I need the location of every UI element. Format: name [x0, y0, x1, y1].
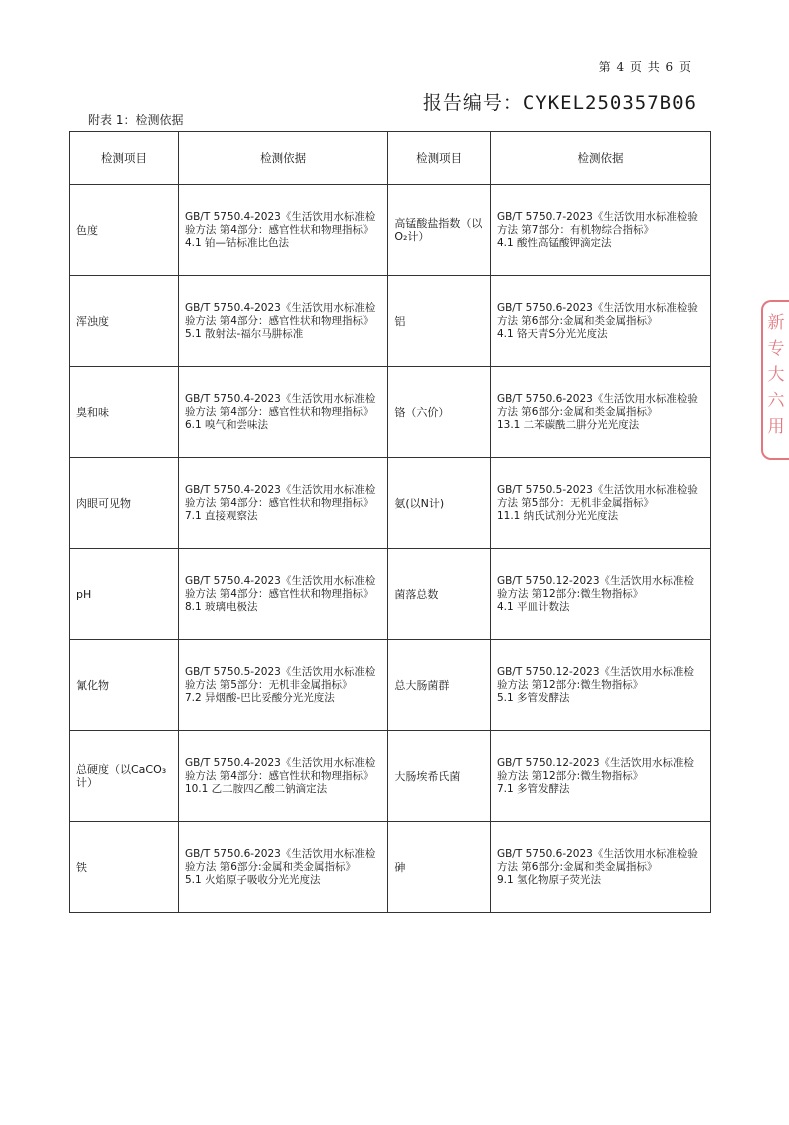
test-method: GB/T 5750.12-2023《生活饮用水标准检验方法 第12部分:微生物指标》 4.1 平皿计数法 [496, 574, 695, 613]
red-seal-stamp [761, 300, 789, 460]
test-method: GB/T 5750.6-2023《生活饮用水标准检验方法 第6部分:金属和类金属指标》 5.1 火焰原子吸收分光光度法 [184, 847, 376, 886]
test-item: 浑浊度 [76, 314, 109, 328]
test-method-cell [490, 276, 710, 367]
test-item: 铬（六价） [394, 405, 450, 419]
test-method: GB/T 5750.6-2023《生活饮用水标准检验方法 第6部分:金属和类金属指标》 13.1 二苯碳酰二肼分光光度法 [496, 392, 698, 431]
seal-char: 用 [767, 417, 785, 437]
test-method-cell [490, 458, 710, 549]
test-item-cell [388, 640, 491, 731]
test-item: 大肠埃希氏菌 [394, 769, 461, 783]
test-item: 高锰酸盐指数（以O₂计） [394, 217, 483, 243]
test-method: GB/T 5750.12-2023《生活饮用水标准检验方法 第12部分:微生物指标》 7.1 多管发酵法 [496, 756, 695, 795]
test-item-cell [388, 822, 491, 913]
test-item-cell [70, 367, 179, 458]
seal-char: 专 [767, 339, 785, 359]
test-item: pH [76, 587, 92, 601]
test-method-cell [490, 640, 710, 731]
table-body [70, 185, 711, 913]
table-row [70, 276, 711, 367]
table-row [70, 640, 711, 731]
test-item-cell [70, 276, 179, 367]
test-item: 总硬度（以CaCO₃计） [76, 763, 167, 789]
test-item-cell [388, 185, 491, 276]
test-method: GB/T 5750.5-2023《生活饮用水标准检验方法 第5部分：无机非金属指标》 11.1 纳氏试剂分光光度法 [496, 483, 698, 522]
test-method-cell [178, 458, 387, 549]
table-row [70, 822, 711, 913]
table-row [70, 458, 711, 549]
test-method: GB/T 5750.4-2023《生活饮用水标准检验方法 第4部分：感官性状和物理指标》 10.1 乙二胺四乙酸二钠滴定法 [184, 756, 376, 795]
test-item: 氰化物 [76, 678, 109, 692]
header-item-2: 检测项目 [388, 132, 491, 185]
test-item: 菌落总数 [394, 587, 439, 601]
seal-char: 新 [767, 313, 785, 333]
test-method: GB/T 5750.4-2023《生活饮用水标准检验方法 第4部分：感官性状和物理指标》 8.1 玻璃电极法 [184, 574, 376, 613]
test-item-cell [70, 549, 179, 640]
test-item-cell [70, 458, 179, 549]
test-method-cell [178, 549, 387, 640]
test-item: 氨(以N计) [394, 496, 445, 510]
seal-char: 大 [767, 365, 785, 385]
table-row [70, 367, 711, 458]
test-method-cell [490, 549, 710, 640]
test-item-cell [388, 731, 491, 822]
test-method-cell [178, 640, 387, 731]
test-item-cell [70, 185, 179, 276]
test-method-cell [178, 822, 387, 913]
test-item: 铁 [76, 860, 87, 874]
test-method: GB/T 5750.5-2023《生活饮用水标准检验方法 第5部分：无机非金属指标》 7.2 异烟酸-巴比妥酸分光光度法 [184, 665, 376, 704]
test-method-cell [490, 367, 710, 458]
header-item-1: 检测项目 [70, 132, 179, 185]
test-method: GB/T 5750.4-2023《生活饮用水标准检验方法 第4部分：感官性状和物理指标》 6.1 嗅气和尝味法 [184, 392, 376, 431]
table-row [70, 731, 711, 822]
table-row [70, 185, 711, 276]
test-method-cell [178, 731, 387, 822]
test-item-cell [70, 731, 179, 822]
test-method: GB/T 5750.4-2023《生活饮用水标准检验方法 第4部分：感官性状和物理指标》 5.1 散射法-福尔马肼标准 [184, 301, 376, 340]
test-item: 臭和味 [76, 405, 109, 419]
test-item: 色度 [76, 223, 98, 237]
test-method-cell [178, 276, 387, 367]
test-method: GB/T 5750.6-2023《生活饮用水标准检验方法 第6部分:金属和类金属指标》 4.1 铬天青S分光光度法 [496, 301, 698, 340]
test-item-cell [388, 549, 491, 640]
report-number: 报告编号：CYKEL250357B06 [422, 92, 697, 114]
test-item: 肉眼可见物 [76, 496, 131, 510]
test-item-cell [70, 640, 179, 731]
test-basis-table [69, 131, 711, 913]
test-item-cell [388, 458, 491, 549]
test-method: GB/T 5750.4-2023《生活饮用水标准检验方法 第4部分：感官性状和物理指标》 4.1 铂—钴标准比色法 [184, 210, 376, 249]
test-method-cell [490, 822, 710, 913]
test-item-cell [70, 822, 179, 913]
table-row [70, 549, 711, 640]
test-method: GB/T 5750.6-2023《生活饮用水标准检验方法 第6部分:金属和类金属指标》 9.1 氢化物原子荧光法 [496, 847, 698, 886]
test-item: 铝 [394, 314, 406, 328]
test-item: 总大肠菌群 [394, 678, 450, 692]
test-item-cell [388, 276, 491, 367]
table-header-row [70, 132, 711, 185]
appendix-title: 附表 1：检测依据 [88, 113, 184, 127]
header-method-2: 检测依据 [490, 132, 710, 185]
page-number: 第 4 页 共 6 页 [598, 60, 692, 74]
test-method-cell [490, 731, 710, 822]
seal-char: 六 [767, 391, 785, 411]
test-method: GB/T 5750.12-2023《生活饮用水标准检验方法 第12部分:微生物指标》 5.1 多管发酵法 [496, 665, 695, 704]
test-method-cell [178, 367, 387, 458]
header-method-1: 检测依据 [178, 132, 387, 185]
test-item: 砷 [394, 860, 406, 874]
test-method-cell [490, 185, 710, 276]
test-method: GB/T 5750.4-2023《生活饮用水标准检验方法 第4部分：感官性状和物理指标》 7.1 直接观察法 [184, 483, 376, 522]
test-item-cell [388, 367, 491, 458]
test-method-cell [178, 185, 387, 276]
test-method: GB/T 5750.7-2023《生活饮用水标准检验方法 第7部分：有机物综合指标》 4.1 酸性高锰酸钾滴定法 [496, 210, 698, 249]
